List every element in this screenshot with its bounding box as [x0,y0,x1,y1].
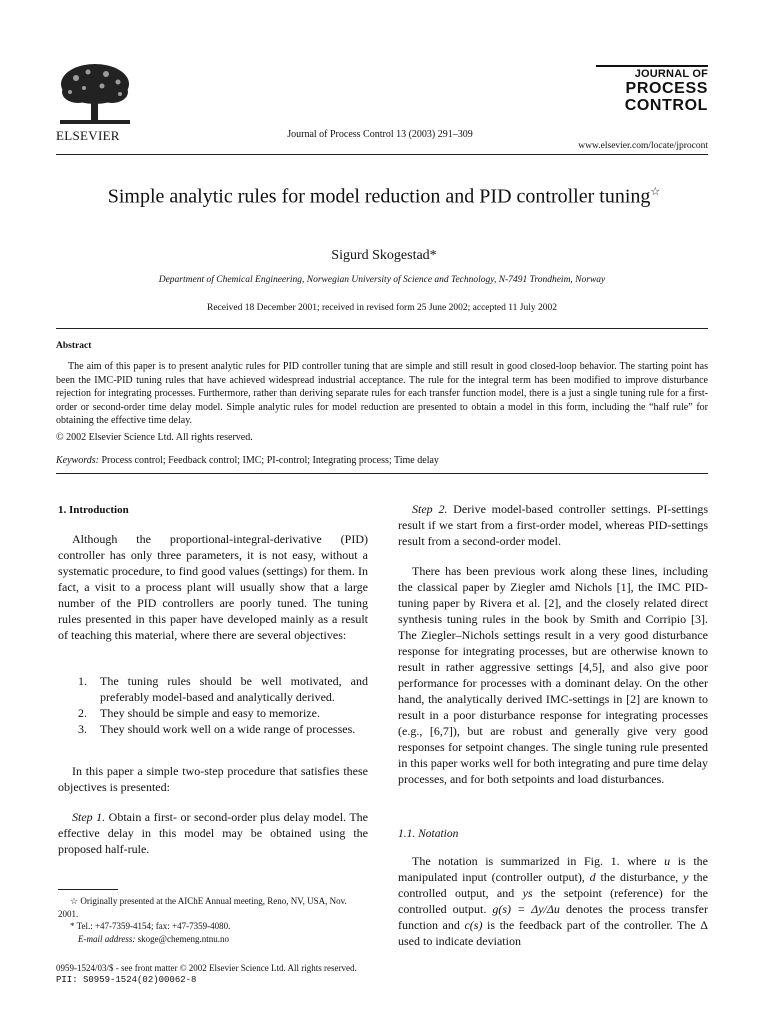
notation-paragraph: The notation is summarized in Fig. 1. where u is the manipulated input (controller output), d the disturbance, y the controlled output, and ys the setpoint (reference) for the controlled output. g(s) = Δy/Δu denotes the process transfer function and c(s) is the feedback part of the controller. The Δ used to indicate deviation [398,854,708,948]
step-1-label: Step 1. [72,810,106,824]
objectives-list [78,673,368,737]
footnote-divider [58,889,118,890]
author-name[interactable]: Sigurd Skogestad* [331,248,437,263]
journal-logo-line-2: PROCESS [625,80,708,97]
abstract-divider-top [56,328,708,329]
step-1-text: Obtain a first- or second-order plus delay model. The effective delay in this model may be obtained using the proposed half-rule. [58,810,368,856]
journal-logo-line-1: JOURNAL OF [634,68,708,80]
article-title-text: Simple analytic rules for model reduction and PID controller tuning [107,185,651,208]
abstract-heading: Abstract [56,341,92,351]
footer-issn-line: 0959-1524/03/$ - see front matter © 2002 Elsevier Science Ltd. All rights reserved. [56,963,357,973]
step-2-text: Derive model-based controller settings. PI-settings result if we start from a first-order model, whereas PID-settings result from a second-order model. [398,502,709,548]
footnote-2-mark: * [70,921,75,931]
section-heading-introduction: 1. Introduction [58,504,129,516]
keywords-list: Process control; Feedback control; IMC; PI-control; Integrating process; Time delay [101,455,439,466]
subsection-notation-heading: 1.1. Notation [398,828,459,840]
transfer-function-formula: g(s) = Δy/Δu [492,902,560,916]
journal-logo [596,65,708,114]
author-affiliation: Department of Chemical Engineering, Norwegian University of Science and Technology, N-7491 Trondheim, Norway [158,275,606,285]
header-divider [56,154,708,155]
intro-paragraph-2: In this paper a simple two-step procedure that satisfies these objectives is presented: [58,764,368,794]
author-email-link[interactable]: skoge@chemeng.ntnu.no [137,933,229,944]
abstract-text: The aim of this paper is to present analytic rules for PID controller tuning that are simple and still result in good closed-loop behavior. The starting point has been the IMC-PID tuning rules that have achieved widespread industrial acceptance. The rule for the integral term has been modified to improve disturbance rejection for integrating processes. Furthermore, rather than deriving separate rules for each transfer function model, there is a just a single tuning rule for a first-order or second-order time delay model. Simple analytic rules for model reduction are presented to obtain a model in this form, including the “half rule” for obtaining the effective time delay. [56,361,708,427]
email-label: E-mail address: [78,933,136,944]
footnote-1-mark: ☆ [70,896,79,906]
list-item: 1. The tuning rules should be well motivated, and preferably model-based and analytically derived. [78,674,368,704]
article-title [80,180,688,210]
footnotes [58,895,368,945]
step-2-label: Step 2. [412,502,448,516]
keywords [56,455,708,466]
publisher-name: ELSEVIER [56,128,120,143]
list-item: 3. They should work well on a wide range of processes. [78,722,356,736]
footnote-2-text: Tel.: +47-7359-4154; fax: +47-7359-4080. [76,921,231,931]
footnote-1-text: Originally presented at the AIChE Annual meeting, Reno, NV, USA, Nov. 2001. [58,896,347,919]
abstract-copyright: © 2002 Elsevier Science Ltd. All rights reserved. [56,432,253,443]
article-dates: Received 18 December 2001; received in revised form 25 June 2002; accepted 11 July 2002 [207,303,557,313]
step-1-paragraph [58,809,368,857]
keywords-label: Keywords: [56,455,99,466]
footer-pii-line: PII: S0959-1524(02)00062-8 [56,975,197,985]
journal-url-link[interactable]: www.elsevier.com/locate/jprocont [578,141,708,151]
journal-citation: Journal of Process Control 13 (2003) 291–309 [287,129,473,140]
page-footer [56,962,556,986]
intro-paragraph-1: Although the proportional-integral-derivative (PID) controller has only three parameters, it is not easy, without a systematic procedure, to find good values (settings) for them. In fact, a visit to a process plant will usually show that a large number of the PID controllers are poorly tuned. The tuning rules presented in this paper have developed mainly as a result of teaching this material, where there are several objectives: [58,532,368,642]
title-footnote-mark[interactable]: ☆ [650,186,661,198]
step-2-paragraph [398,501,708,549]
list-item: 2. They should be simple and easy to memorize. [78,706,320,720]
abstract-divider-bottom [56,473,708,474]
previous-work-paragraph: There has been previous work along these lines, including the classical paper by Ziegler amd Nichols [1], the IMC PID-tuning paper by Rivera et al. [2], and the closely related direct synthesis tuning rules in the book by Smith and Corripio [3]. The Ziegler–Nichols settings result in a very good disturbance response for integrating processes, but are otherwise known to result in rather aggressive settings [4,5], and also give poor performance for processes with a dominant delay. On the other hand, the analytically derived IMC-settings in [2] are known to result in a poor disturbance response for integrating processes (e.g., [6,7]), but are robust and generally give very good responses for setpoint changes. The single tuning rule presented in this paper works well for both integrating and pure time delay processes, and for both setpoints and load disturbances. [398,564,708,786]
journal-logo-line-3: CONTROL [624,97,708,114]
